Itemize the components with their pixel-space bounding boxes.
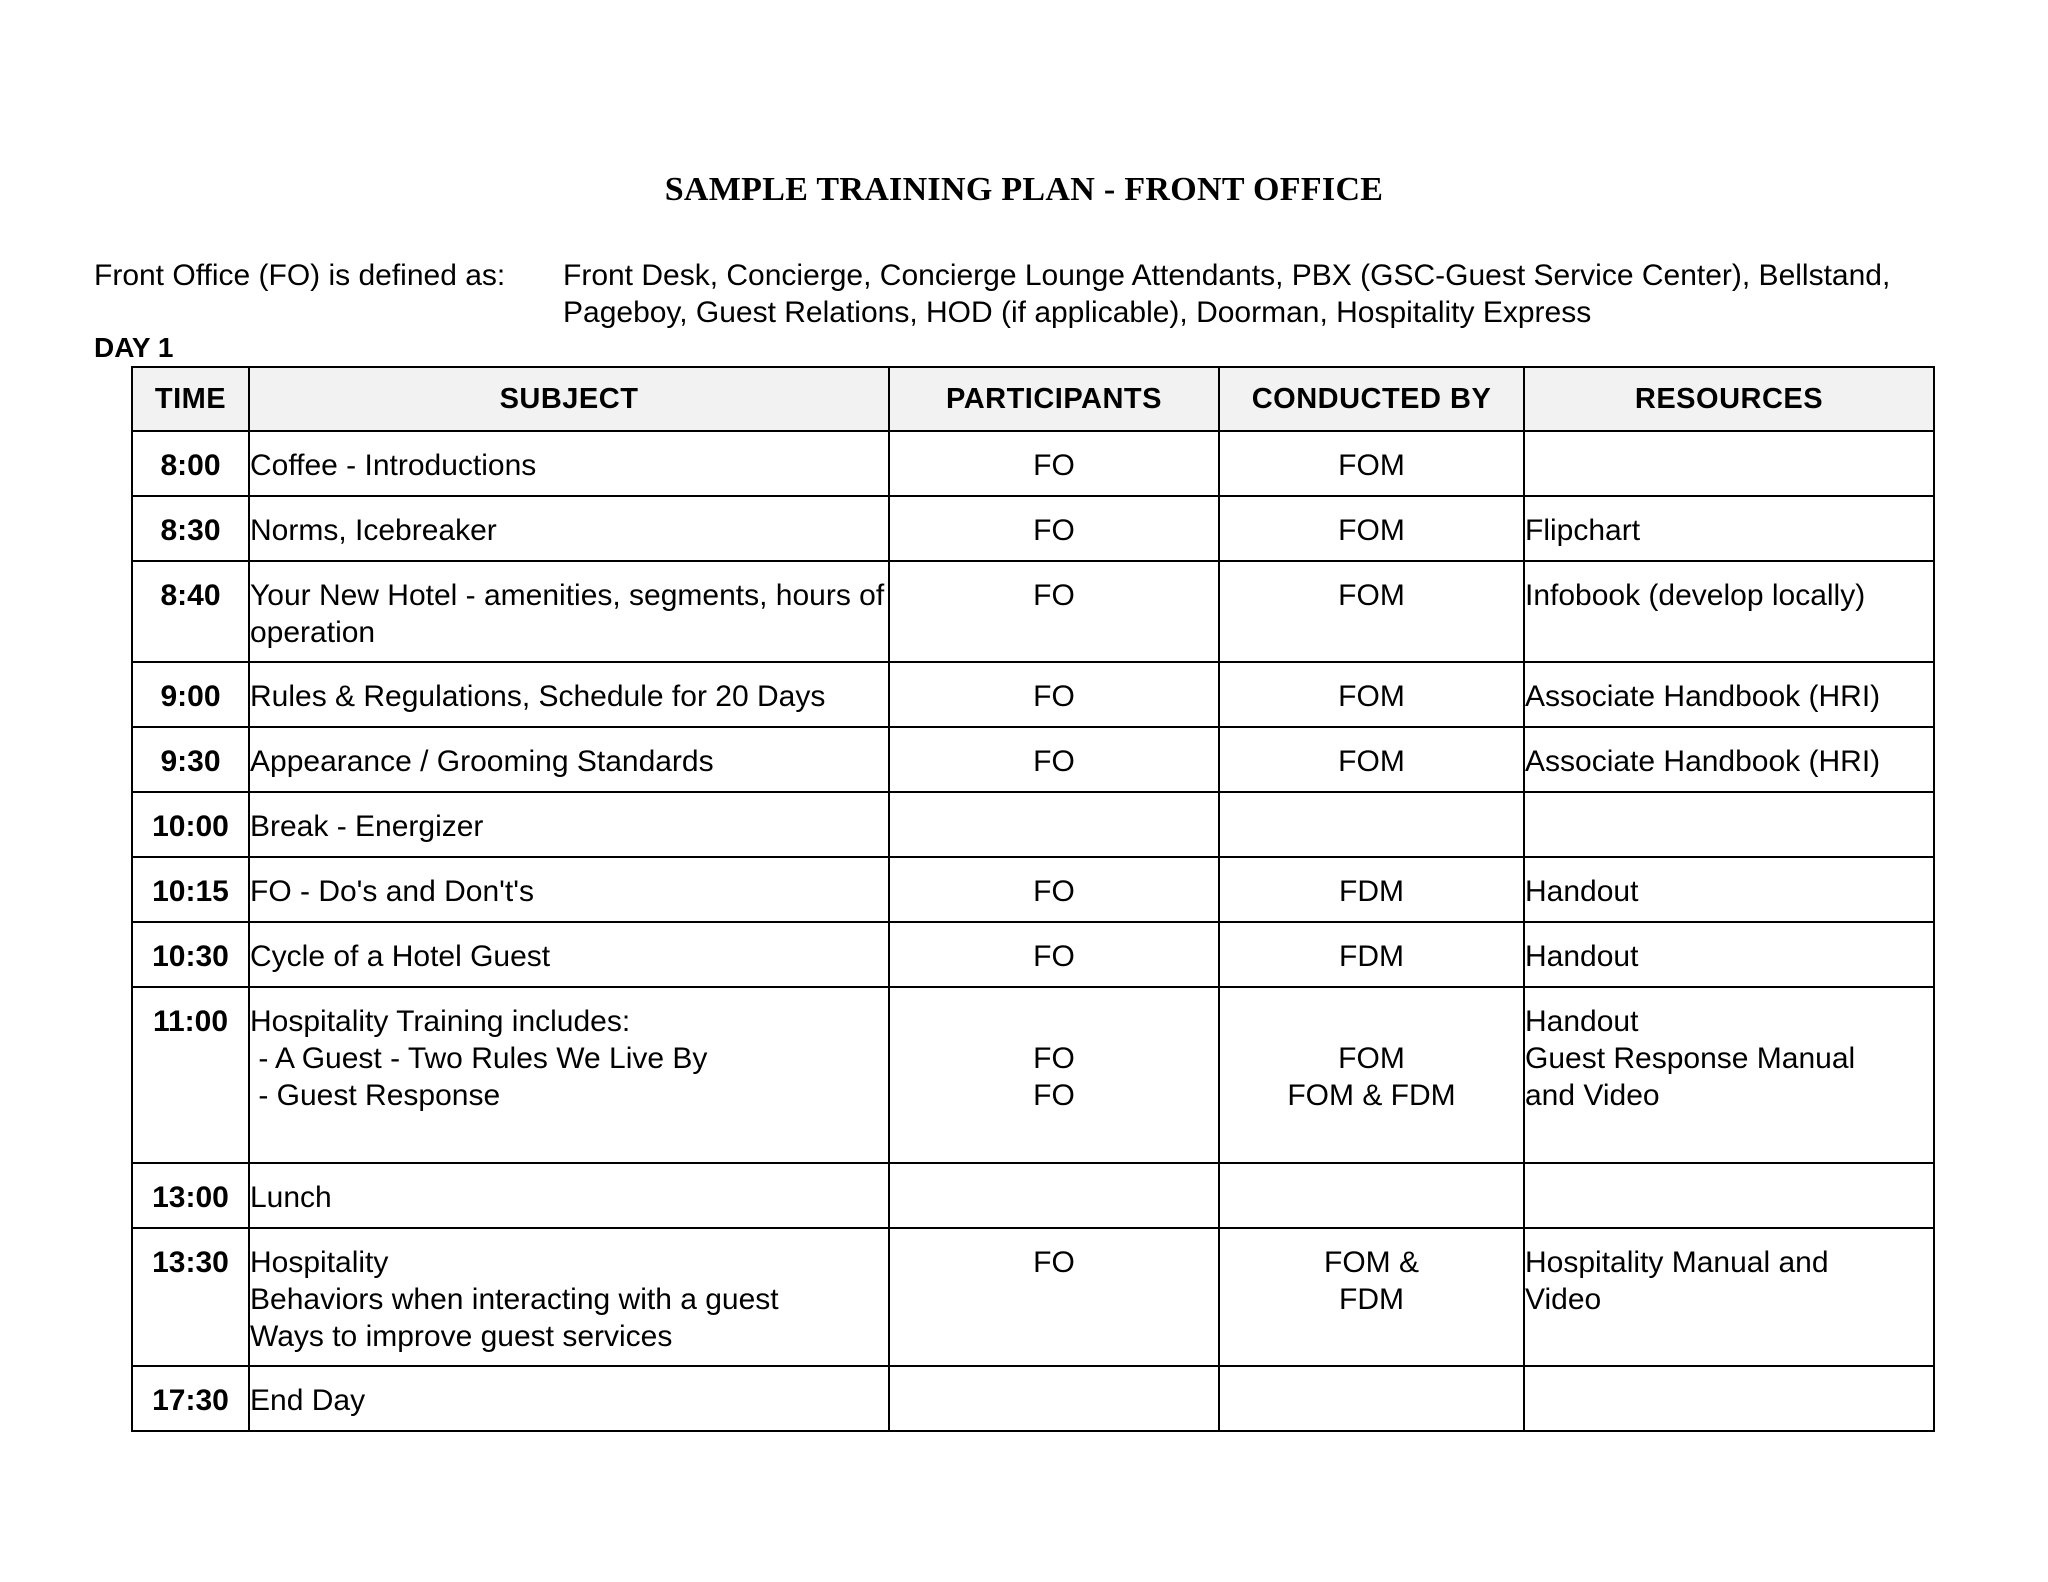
table-row — [132, 792, 1934, 857]
definition-label: Front Office (FO) is defined as: — [94, 259, 506, 292]
cell-participants — [889, 987, 1219, 1163]
cell-participants: FO — [889, 857, 1219, 922]
cell-participants — [889, 1366, 1219, 1431]
cell-resources — [1524, 431, 1934, 496]
cell-participants-line: FO — [1033, 1042, 1075, 1075]
cell-participants — [889, 1163, 1219, 1228]
cell-time: 9:00 — [132, 662, 249, 727]
cell-conducted-by: FOM — [1219, 662, 1524, 727]
cell-participants: FO — [889, 662, 1219, 727]
cell-subject-line: - Guest Response — [250, 1079, 501, 1112]
cell-participants: FO — [889, 727, 1219, 792]
day-label: DAY 1 — [94, 332, 174, 363]
cell-conducted-by — [1219, 1366, 1524, 1431]
cell-resources: Associate Handbook (HRI) — [1524, 662, 1934, 727]
table-row — [132, 857, 1934, 922]
cell-resources — [1524, 1163, 1934, 1228]
table-row — [132, 431, 1934, 496]
cell-conducted-by — [1219, 1163, 1524, 1228]
cell-participants — [889, 1228, 1219, 1366]
cell-time: 10:00 — [132, 792, 249, 857]
training-plan-table — [131, 366, 1935, 1432]
header-time: TIME — [132, 367, 249, 431]
cell-conducted-by: FOM — [1219, 727, 1524, 792]
cell-subject-line: Hospitality — [250, 1246, 389, 1279]
cell-subject — [249, 987, 889, 1163]
cell-resources — [1524, 792, 1934, 857]
cell-conducted-by: FDM — [1219, 857, 1524, 922]
cell-resources: Handout — [1524, 922, 1934, 987]
cell-subject: Your New Hotel - amenities, segments, hours of operation — [249, 561, 889, 662]
cell-time: 13:00 — [132, 1163, 249, 1228]
table-row — [132, 561, 1934, 662]
cell-resources — [1524, 1228, 1934, 1366]
header-participants: PARTICIPANTS — [889, 367, 1219, 431]
cell-resources: Flipchart — [1524, 496, 1934, 561]
cell-subject: Break - Energizer — [249, 792, 889, 857]
cell-conducted-by: FOM — [1219, 431, 1524, 496]
definition-line: Pageboy, Guest Relations, HOD (if applicable), Doorman, Hospitality Express — [563, 296, 1592, 329]
table-row — [132, 662, 1934, 727]
cell-resources — [1524, 987, 1934, 1163]
cell-participants: FO — [889, 922, 1219, 987]
header-conducted-by: CONDUCTED BY — [1219, 367, 1524, 431]
cell-conducted-by — [1219, 1228, 1524, 1366]
table-body — [132, 431, 1934, 1431]
cell-time: 13:30 — [132, 1228, 249, 1366]
table-row — [132, 987, 1934, 1163]
cell-time: 17:30 — [132, 1366, 249, 1431]
cell-conducted-by-line — [1220, 1003, 1523, 1040]
cell-resources-line: Video — [1525, 1283, 1602, 1316]
cell-time: 8:30 — [132, 496, 249, 561]
cell-time: 8:40 — [132, 561, 249, 662]
cell-time: 11:00 — [132, 987, 249, 1163]
cell-time: 8:00 — [132, 431, 249, 496]
cell-resources — [1524, 1366, 1934, 1431]
cell-time: 10:15 — [132, 857, 249, 922]
cell-participants: FO — [889, 431, 1219, 496]
definition-line: Front Desk, Concierge, Concierge Lounge Attendants, PBX (GSC-Guest Service Center), Bellstand, — [563, 259, 1891, 292]
cell-conducted-by — [1219, 987, 1524, 1163]
cell-subject-line: Ways to improve guest services — [250, 1320, 673, 1353]
cell-conducted-by-line: FOM & — [1324, 1246, 1419, 1279]
cell-resources-line: and Video — [1525, 1079, 1660, 1112]
cell-subject: Appearance / Grooming Standards — [249, 727, 889, 792]
table-row — [132, 1366, 1934, 1431]
table-row — [132, 922, 1934, 987]
cell-conducted-by: FOM — [1219, 561, 1524, 662]
cell-subject — [249, 1228, 889, 1366]
header-resources: RESOURCES — [1524, 367, 1934, 431]
header-subject: SUBJECT — [249, 367, 889, 431]
table-row — [132, 727, 1934, 792]
cell-subject-line: Behaviors when interacting with a guest — [250, 1283, 779, 1316]
cell-conducted-by — [1219, 792, 1524, 857]
cell-resources-line: Guest Response Manual — [1525, 1042, 1856, 1075]
cell-participants: FO — [889, 561, 1219, 662]
cell-participants-line — [890, 1003, 1218, 1040]
cell-resources: Infobook (develop locally) — [1524, 561, 1934, 662]
cell-subject: Rules & Regulations, Schedule for 20 Days — [249, 662, 889, 727]
table-header-row — [132, 367, 1934, 431]
table-row — [132, 1163, 1934, 1228]
cell-subject: End Day — [249, 1366, 889, 1431]
cell-resources: Handout — [1524, 857, 1934, 922]
cell-subject: Norms, Icebreaker — [249, 496, 889, 561]
cell-subject-line: Hospitality Training includes: — [250, 1005, 631, 1038]
cell-resources-line: Handout — [1525, 1005, 1639, 1038]
cell-conducted-by-line: FDM — [1339, 1283, 1404, 1316]
cell-conducted-by-line: FOM & FDM — [1287, 1079, 1456, 1112]
cell-conducted-by: FOM — [1219, 496, 1524, 561]
cell-conducted-by: FDM — [1219, 922, 1524, 987]
cell-conducted-by-line: FOM — [1338, 1042, 1405, 1075]
cell-participants-line: FO — [1033, 1246, 1075, 1279]
cell-subject: Lunch — [249, 1163, 889, 1228]
cell-participants — [889, 792, 1219, 857]
page-title: SAMPLE TRAINING PLAN - FRONT OFFICE — [664, 171, 1384, 208]
definition-text — [563, 257, 1963, 331]
cell-participants-line: FO — [1033, 1079, 1075, 1112]
cell-resources-line: Hospitality Manual and — [1525, 1246, 1829, 1279]
cell-participants: FO — [889, 496, 1219, 561]
table-row — [132, 1228, 1934, 1366]
cell-time: 9:30 — [132, 727, 249, 792]
cell-resources: Associate Handbook (HRI) — [1524, 727, 1934, 792]
cell-subject-line: - A Guest - Two Rules We Live By — [250, 1042, 708, 1075]
cell-subject: Coffee - Introductions — [249, 431, 889, 496]
table-row — [132, 496, 1934, 561]
cell-time: 10:30 — [132, 922, 249, 987]
cell-subject: Cycle of a Hotel Guest — [249, 922, 889, 987]
cell-subject: FO - Do's and Don't's — [249, 857, 889, 922]
